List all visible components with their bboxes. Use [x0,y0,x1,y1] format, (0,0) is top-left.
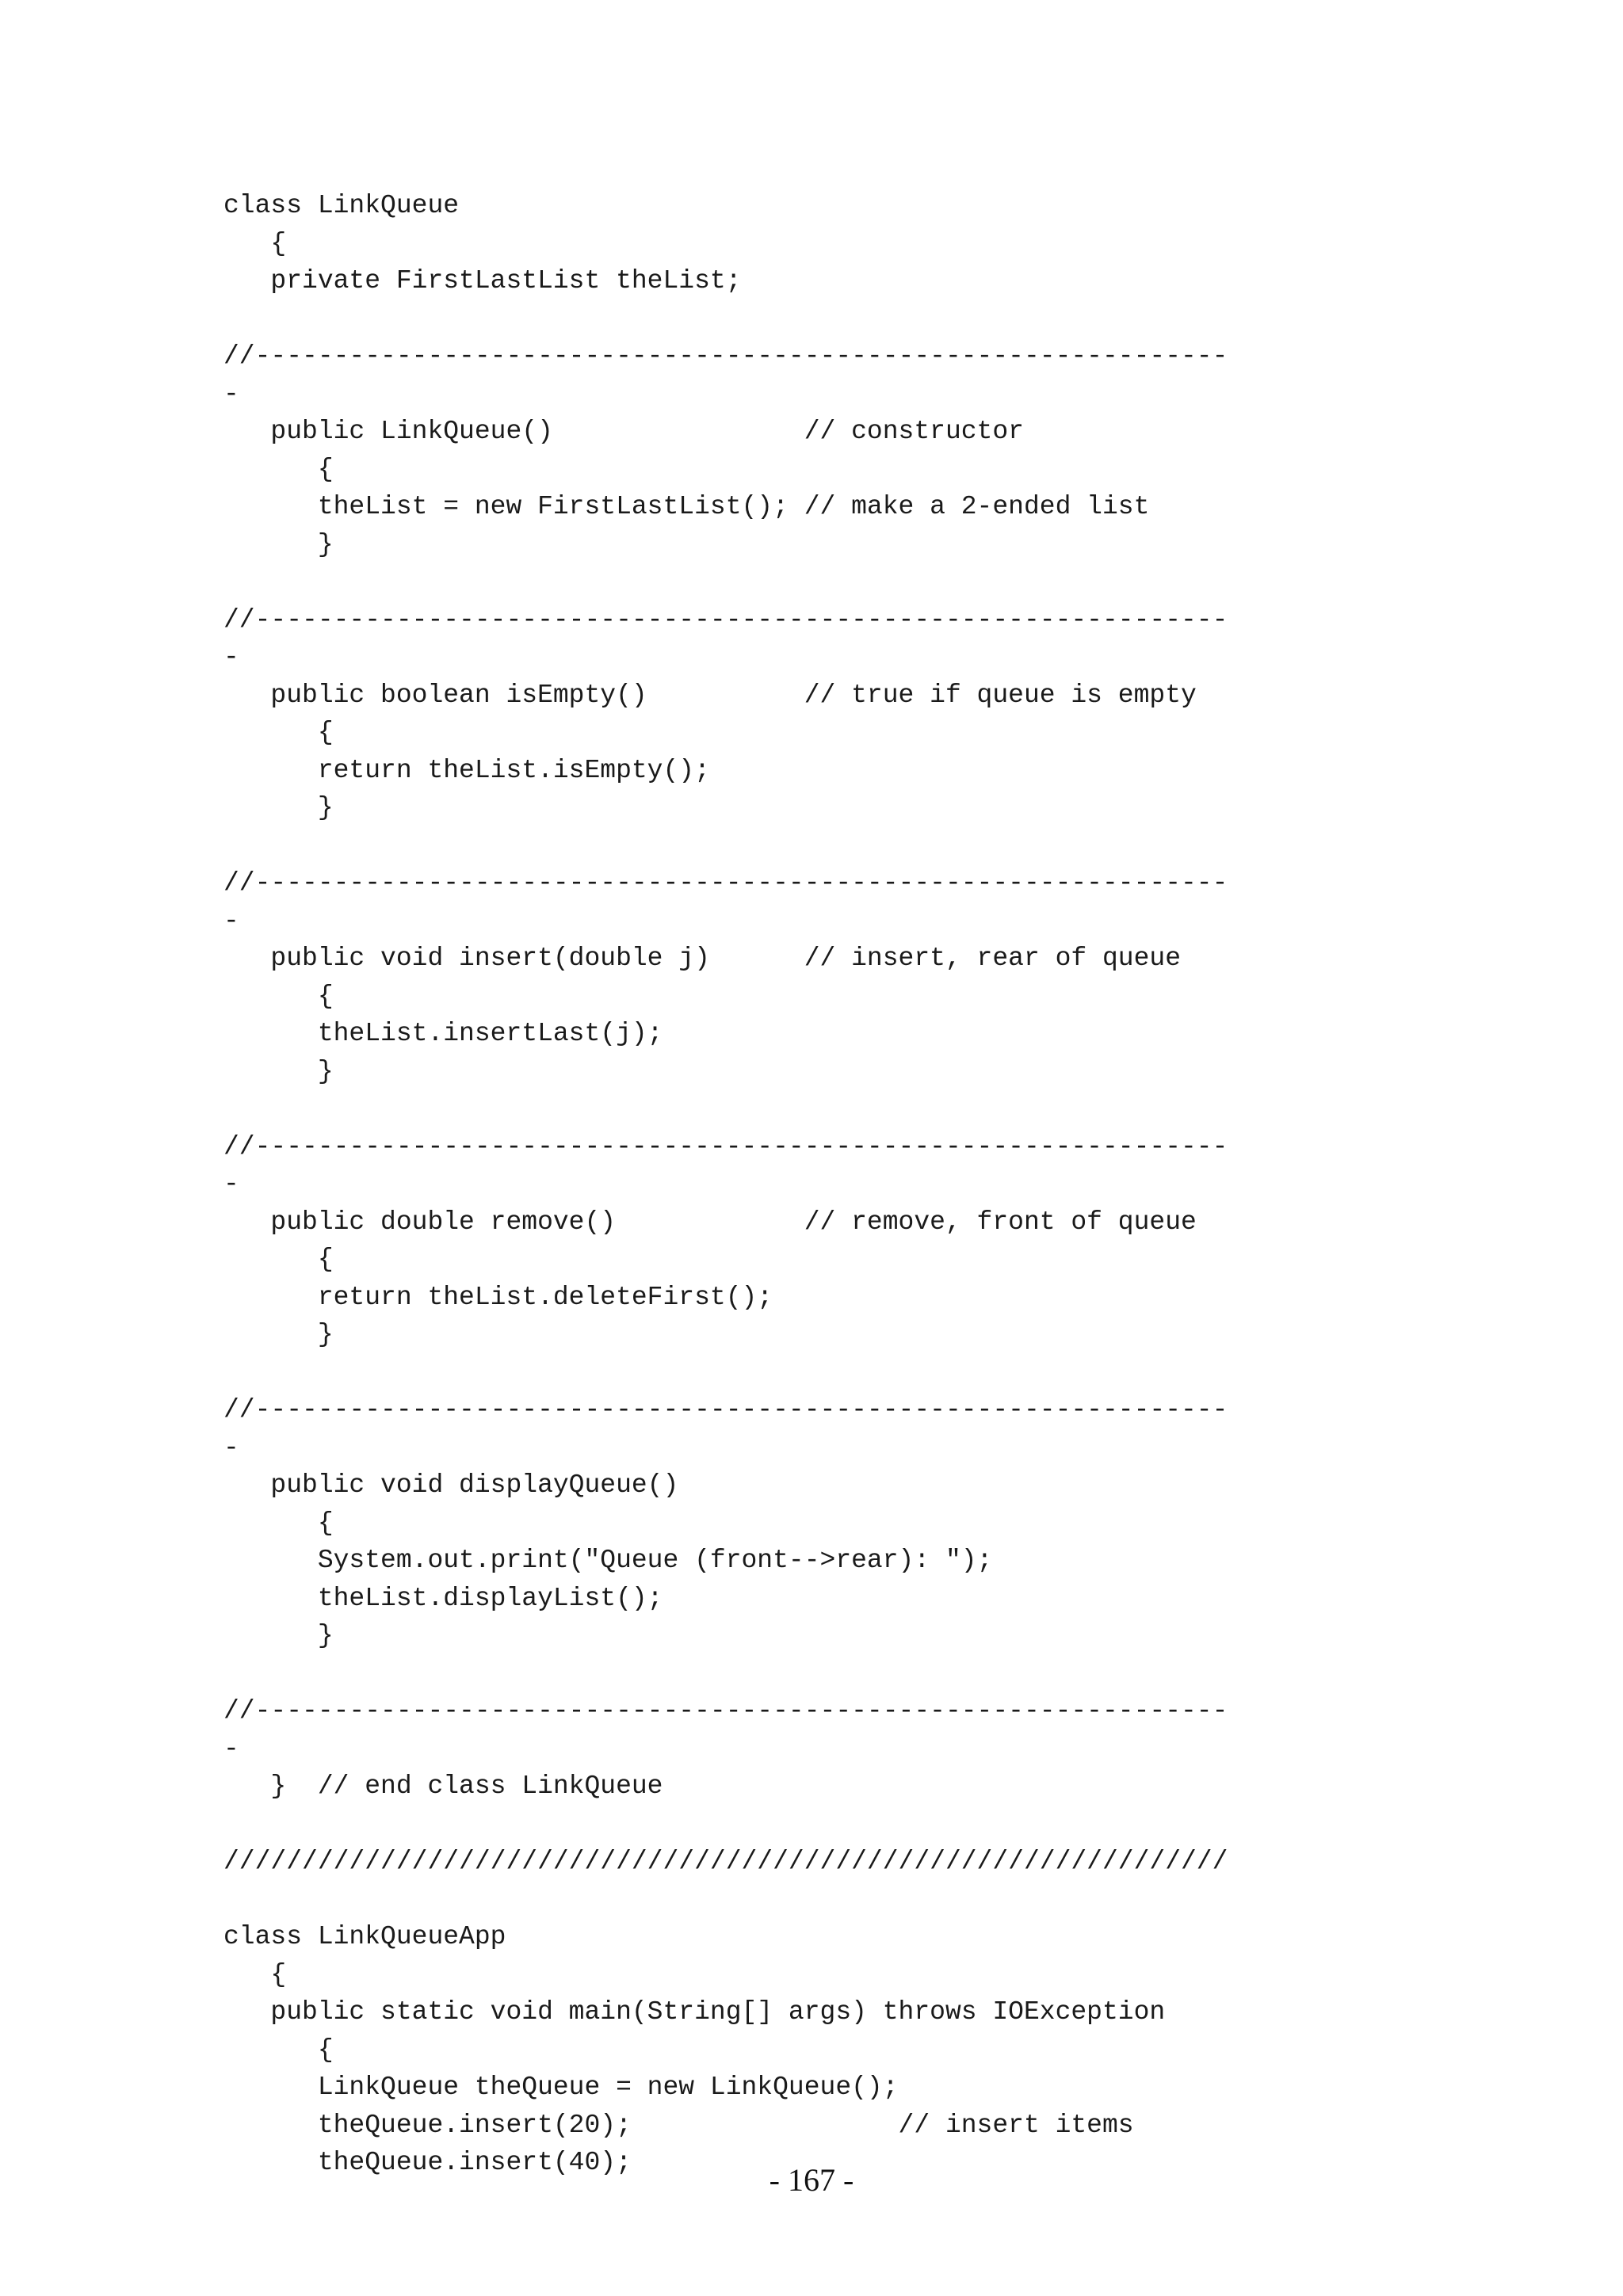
code-line: } [223,793,334,822]
code-line: return theList.isEmpty(); [223,755,710,785]
code-line: //-------------------------------------------------------------- [223,605,1228,635]
code-line: { [223,981,334,1011]
code-line [223,1090,1228,1128]
code-line [223,563,1228,601]
code-line: - [223,643,239,672]
code-line: //-------------------------------------------------------------- [223,1131,1228,1161]
code-line: } [223,1056,334,1086]
code-line [223,1354,1228,1392]
code-line: System.out.print("Queue (front-->rear): "); [223,1546,993,1575]
code-line: theList.insertLast(j); [223,1019,663,1048]
code-line: //-------------------------------------------------------------- [223,341,1228,371]
code-line: //-------------------------------------------------------------- [223,1395,1228,1425]
code-line: theList.displayList(); [223,1583,663,1613]
code-line: public void displayQueue() [223,1470,679,1500]
code-line: return theList.deleteFirst(); [223,1282,773,1312]
code-line: public boolean isEmpty() // true if queue is empty [223,680,1197,710]
code-line: //-------------------------------------------------------------- [223,1696,1228,1726]
code-line: - [223,1169,239,1199]
code-line: } [223,529,334,559]
code-line: { [223,228,287,258]
code-line: class LinkQueue [223,191,460,220]
code-line [223,1655,1228,1693]
code-line: public LinkQueue() // constructor [223,417,1024,446]
code-line: theQueue.insert(40); [223,2148,632,2177]
code-line [223,1806,1228,1844]
code-line: { [223,2035,334,2065]
code-line: } // end class LinkQueue [223,1772,663,1801]
code-line: public void insert(double j) // insert, rear of queue [223,944,1181,973]
code-line: { [223,454,334,484]
code-listing [223,187,1228,2182]
code-line: - [223,1432,239,1463]
code-line: theList = new FirstLastList(); // make a 2-ended list [223,492,1150,521]
code-line: LinkQueue theQueue = new LinkQueue(); [223,2073,899,2102]
code-line: { [223,1959,287,1989]
code-line: public double remove() // remove, front of queue [223,1207,1197,1237]
code-line: { [223,718,334,747]
code-line: { [223,1508,334,1538]
code-line [223,1881,1228,1919]
code-line: public static void main(String[] args) throws IOException [223,1997,1166,2027]
code-line: //////////////////////////////////////////////////////////////// [223,1847,1228,1876]
code-line: - [223,1733,239,1764]
page-number: - 167 - [769,2162,854,2198]
code-line: theQueue.insert(20); // insert items [223,2110,1134,2140]
code-line [223,827,1228,865]
code-line: - [223,379,239,409]
code-line: //-------------------------------------------------------------- [223,868,1228,898]
code-line: { [223,1245,334,1274]
code-line: class LinkQueueApp [223,1922,506,1951]
code-line [223,300,1228,338]
code-line: - [223,906,239,936]
code-line: } [223,1320,334,1349]
code-line: private FirstLastList theList; [223,266,742,296]
code-line: } [223,1621,334,1650]
